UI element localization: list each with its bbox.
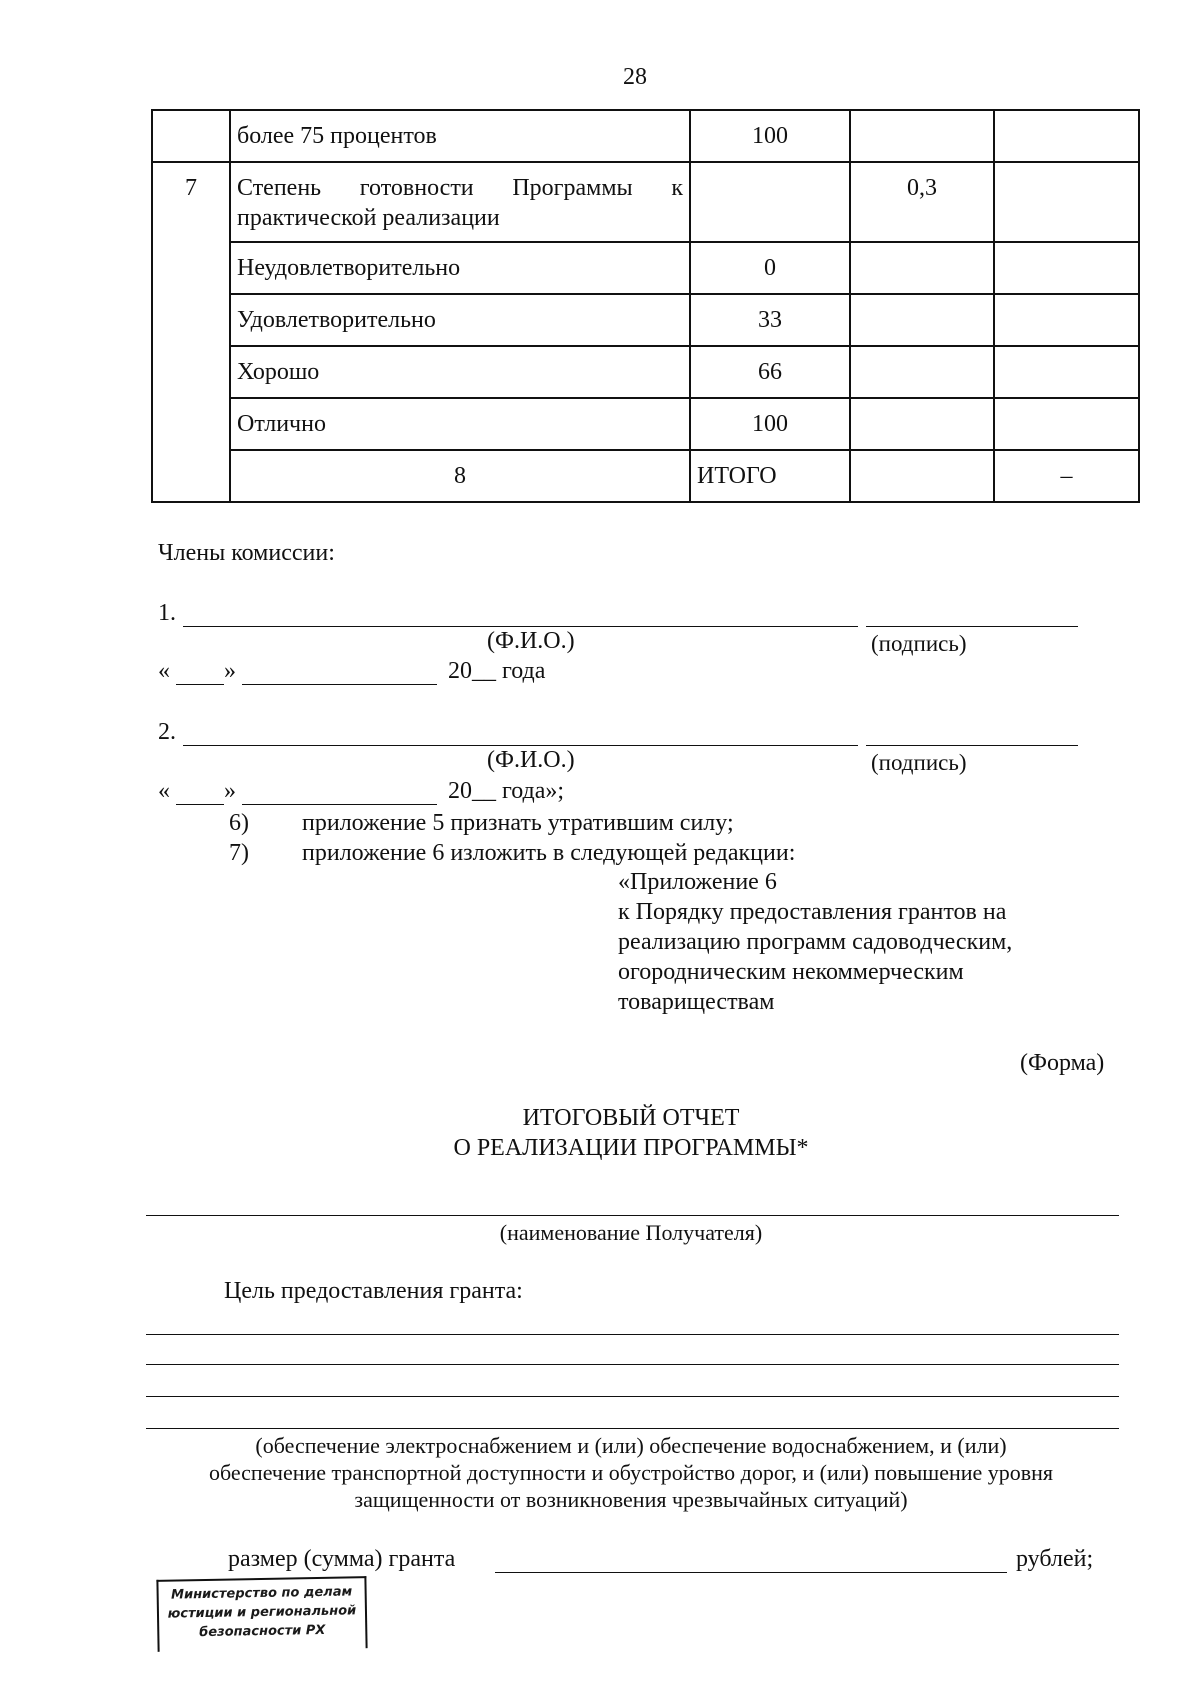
- member-number: 2.: [158, 719, 176, 745]
- grant-purpose-label: Цель предоставления гранта:: [224, 1278, 523, 1304]
- criterion-line: Степень готовности Программы к: [237, 175, 683, 201]
- criteria-table: [151, 109, 1140, 503]
- table-row: [152, 162, 1139, 242]
- fio-caption: (Ф.И.О.): [487, 747, 575, 773]
- purpose-line: [146, 1334, 1119, 1335]
- result-cell: [994, 162, 1139, 242]
- score-cell: 100: [690, 398, 850, 450]
- fio-line: [183, 745, 858, 746]
- fio-caption: (Ф.И.О.): [487, 628, 575, 654]
- amendment-text: приложение 6 изложить в следующей редакции:: [302, 840, 796, 866]
- registration-stamp: [156, 1576, 367, 1652]
- grant-amount-line: [495, 1572, 1007, 1573]
- appendix-note-line: реализацию программ садоводческим,: [618, 929, 1013, 955]
- weight-cell: [850, 110, 994, 162]
- purpose-caption-line: обеспечение транспортной доступности и обустройство дорог, и (или) повышение уровня: [208, 1460, 1054, 1485]
- table-row: [152, 450, 1139, 502]
- appendix-note-line: «Приложение 6: [618, 869, 777, 895]
- stamp-line: юстиции и региональной: [167, 1603, 357, 1622]
- date-open-quote: «: [158, 658, 170, 684]
- amendment-number: 7): [229, 840, 249, 866]
- result-cell: [994, 294, 1139, 346]
- result-cell: [994, 242, 1139, 294]
- result-cell: [994, 346, 1139, 398]
- table-row: [152, 398, 1139, 450]
- signature-caption: (подпись): [871, 631, 967, 656]
- table-row: [152, 294, 1139, 346]
- report-title-line: ИТОГОВЫЙ ОТЧЕТ: [522, 1105, 740, 1131]
- criterion-cell: Удовлетворительно: [230, 294, 690, 346]
- date-close-quote: »: [224, 658, 236, 684]
- weight-cell: [850, 346, 994, 398]
- amendment-number: 6): [229, 810, 249, 836]
- report-title-line: О РЕАЛИЗАЦИИ ПРОГРАММЫ*: [453, 1135, 809, 1161]
- purpose-line: [146, 1396, 1119, 1397]
- table-row: [152, 242, 1139, 294]
- recipient-line: [146, 1215, 1119, 1216]
- signature-line: [866, 626, 1078, 627]
- table-row: [152, 346, 1139, 398]
- score-cell: 66: [690, 346, 850, 398]
- score-cell: 100: [690, 110, 850, 162]
- date-year: 20__ года: [448, 658, 546, 684]
- member-number: 1.: [158, 600, 176, 626]
- date-month-line: [242, 684, 437, 685]
- commission-heading: Члены комиссии:: [158, 540, 335, 566]
- purpose-line: [146, 1428, 1119, 1429]
- criterion-cell: ИТОГО: [690, 450, 850, 502]
- row-number-cell: 7: [152, 162, 230, 502]
- date-year: 20__ года»;: [448, 778, 565, 804]
- purpose-line: [146, 1364, 1119, 1365]
- criterion-cell: Неудовлетворительно: [230, 242, 690, 294]
- date-day-line: [176, 804, 224, 805]
- score-cell: 33: [690, 294, 850, 346]
- page-number: 28: [623, 64, 647, 90]
- criterion-cell: более 75 процентов: [230, 110, 690, 162]
- result-cell: [994, 398, 1139, 450]
- score-cell: [690, 162, 850, 242]
- date-open-quote: «: [158, 778, 170, 804]
- score-cell: [850, 450, 994, 502]
- criterion-cell: [230, 162, 690, 242]
- recipient-caption: (наименование Получателя): [499, 1220, 763, 1245]
- table-row: [152, 110, 1139, 162]
- score-cell: 0: [690, 242, 850, 294]
- stamp-line: Министерство по делам: [170, 1584, 353, 1603]
- result-cell: [994, 110, 1139, 162]
- date-day-line: [176, 684, 224, 685]
- weight-cell: [850, 294, 994, 346]
- date-month-line: [242, 804, 437, 805]
- grant-amount-unit: рублей;: [1016, 1546, 1094, 1572]
- weight-cell: [850, 398, 994, 450]
- weight-cell: –: [994, 450, 1139, 502]
- grant-amount-label: размер (сумма) гранта: [228, 1546, 456, 1572]
- date-close-quote: »: [224, 778, 236, 804]
- purpose-caption-line: защищенности от возникновения чрезвычайных ситуаций): [354, 1487, 908, 1512]
- fio-line: [183, 626, 858, 627]
- criterion-cell: Отлично: [230, 398, 690, 450]
- weight-cell: 0,3: [850, 162, 994, 242]
- form-label: (Форма): [1020, 1050, 1105, 1076]
- stamp-line: безопасности РХ: [199, 1622, 326, 1641]
- signature-line: [866, 745, 1078, 746]
- signature-caption: (подпись): [871, 750, 967, 775]
- row-number-cell: 8: [230, 450, 690, 502]
- row-number-cell: [152, 110, 230, 162]
- amendment-text: приложение 5 признать утратившим силу;: [302, 810, 734, 836]
- criterion-cell: Хорошо: [230, 346, 690, 398]
- weight-cell: [850, 242, 994, 294]
- appendix-note-line: огородническим некоммерческим: [618, 959, 964, 985]
- criterion-line: практической реализации: [237, 205, 500, 231]
- appendix-note-line: товариществам: [618, 989, 775, 1015]
- purpose-caption-line: (обеспечение электроснабжением и (или) обеспечение водоснабжением, и (или): [255, 1433, 1007, 1458]
- appendix-note-line: к Порядку предоставления грантов на: [618, 899, 1007, 925]
